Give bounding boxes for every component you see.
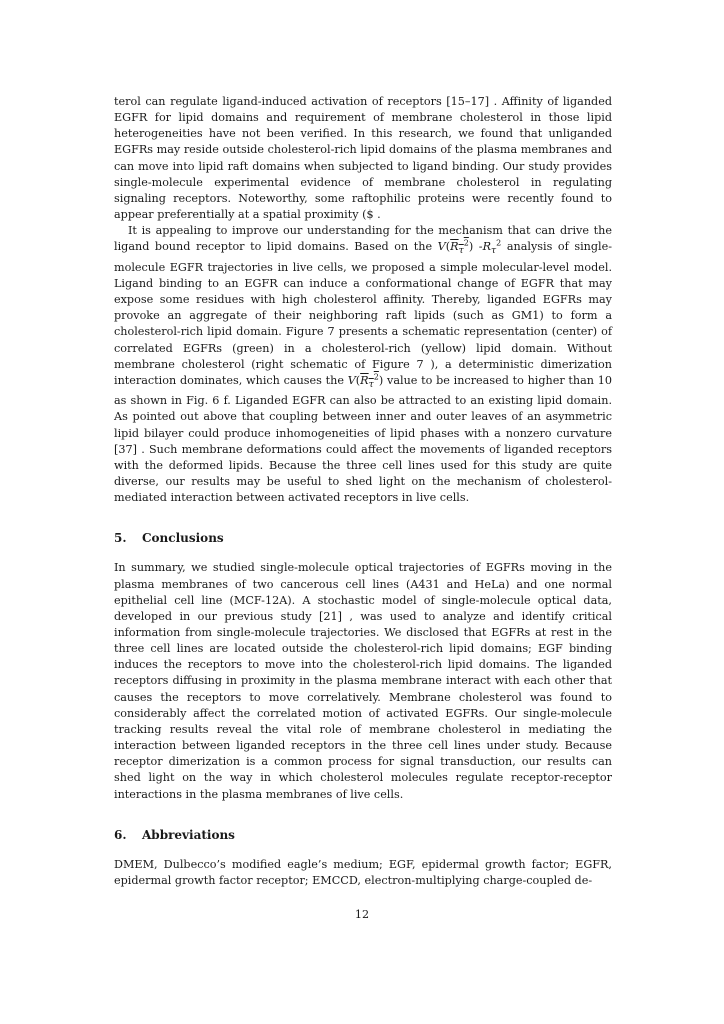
paragraph	[114, 223, 612, 506]
math-symbol: V	[437, 240, 446, 254]
math-symbol: )	[468, 240, 474, 254]
math-symbol: R	[450, 240, 459, 254]
text-run: It is appealing to improve our understanding for the mechanism that can drive the ligand bound receptor to lipid domains. Based on the	[114, 224, 612, 254]
text-run: value to be increased to higher than 10 as shown in Fig. 6 f. Liganded EGFR can also be attracted to an existing lipid domain. As pointed out above that coupling between inner and outer leaves of an asymmetric lipid bilayer could produce inhomogeneities of lipid phases with a nonzero curvature [37] . Such membrane deformations could affect the movements of liganded receptors with the deformed lipids. Because the three cell lines used for this study are quite diverse, our results may be useful to shed light on the mechanism of cholesterol-mediated interaction between activated receptors in live cells.	[114, 373, 612, 505]
text-run: analysis of single-molecule EGFR trajectories in live cells, we proposed a simple molecular-level model. Ligand binding to an EGFR can induce a conformational change of EGFR that may expose some residues with high cholesterol affinity. Thereby, liganded EGFRs may provoke an aggregate of their neighboring raft lipids (such as GM1) to form a cholesterol-rich lipid domain. Figure 7 presents a schematic representation (center) of correlated EGFRs (green) in a cholesterol-rich (yellow) lipid domain. Without membrane cholesterol (right schematic of Figure 7 ), a deterministic dimerization interaction dominates, which causes the	[114, 240, 612, 387]
math-subscript: τ	[368, 379, 374, 391]
math-symbol: R	[482, 240, 491, 254]
page-number: 12	[354, 908, 370, 921]
math-overline	[360, 372, 379, 391]
math-subscript: τ	[458, 245, 464, 257]
math-symbol: V	[347, 373, 356, 387]
math-expression	[347, 372, 384, 391]
section-title: Abbreviations	[142, 827, 235, 842]
math-superscript: 2	[463, 238, 469, 248]
math-overline	[450, 238, 469, 257]
section-title: Conclusions	[142, 531, 224, 546]
math-expression	[437, 238, 502, 257]
math-symbol: (	[445, 240, 451, 254]
body-text	[114, 94, 612, 889]
section-heading	[114, 827, 612, 843]
math-superscript: 2	[373, 372, 379, 382]
math-superscript: 2	[496, 238, 502, 248]
section-heading	[114, 530, 612, 546]
paragraph: In summary, we studied single-molecule optical trajectories of EGFRs moving in the plasma membranes of two cancerous cell lines (A431 and HeLa) and one normal epithelial cell line (MCF-12A). A stochastic model of single-molecule optical data, developed in our previous study [21] , was used to analyze and identify critical information from single-molecule trajectories. We disclosed that EGFRs at rest in the three cell lines are located outside the cholesterol-rich lipid domains; EGF binding induces the receptors to move into the cholesterol-rich lipid domains. The liganded receptors diffusing in proximity in the plasma membrane interact with each other that causes the receptors to move correlatively. Membrane cholesterol was found to considerably affect the correlated motion of activated EGFRs. Our single-molecule tracking results reveal the vital role of membrane cholesterol in mediating the interaction between liganded receptors in the three cell lines under study. Because receptor dimerization is a common process for signal transduction, our results can shed light on the way in which cholesterol molecules regulate receptor-receptor interactions in the plasma membranes of live cells.	[114, 561, 612, 801]
paragraph: terol can regulate ligand-induced activation of receptors [15–17] . Affinity of liganded EGFR for lipid domains and requirement of membrane cholesterol in those lipid heterogeneities have not been verified. In this research, we found that unliganded EGFRs may reside outside cholesterol-rich lipid domains of the plasma membranes and can move into lipid raft domains when subjected to ligand binding. Our study provides single-molecule experimental evidence of membrane cholesterol in regulating signaling receptors. Noteworthy, some raftophilic proteins were recently found to appear preferentially at a spatial proximity ($ .	[114, 95, 612, 222]
math-subscript: τ	[491, 245, 497, 257]
math-symbol: R	[360, 373, 369, 387]
math-symbol: (	[355, 373, 361, 387]
math-symbol: )	[378, 373, 384, 387]
math-symbol: -	[478, 240, 483, 254]
section-number: 6.	[114, 827, 127, 842]
paragraph: DMEM, Dulbecco’s modified eagle’s medium; EGF, epidermal growth factor; EGFR, epidermal growth factor receptor; EMCCD, electron-multiplying charge-coupled de-	[114, 857, 612, 887]
section-number: 5.	[114, 531, 127, 546]
